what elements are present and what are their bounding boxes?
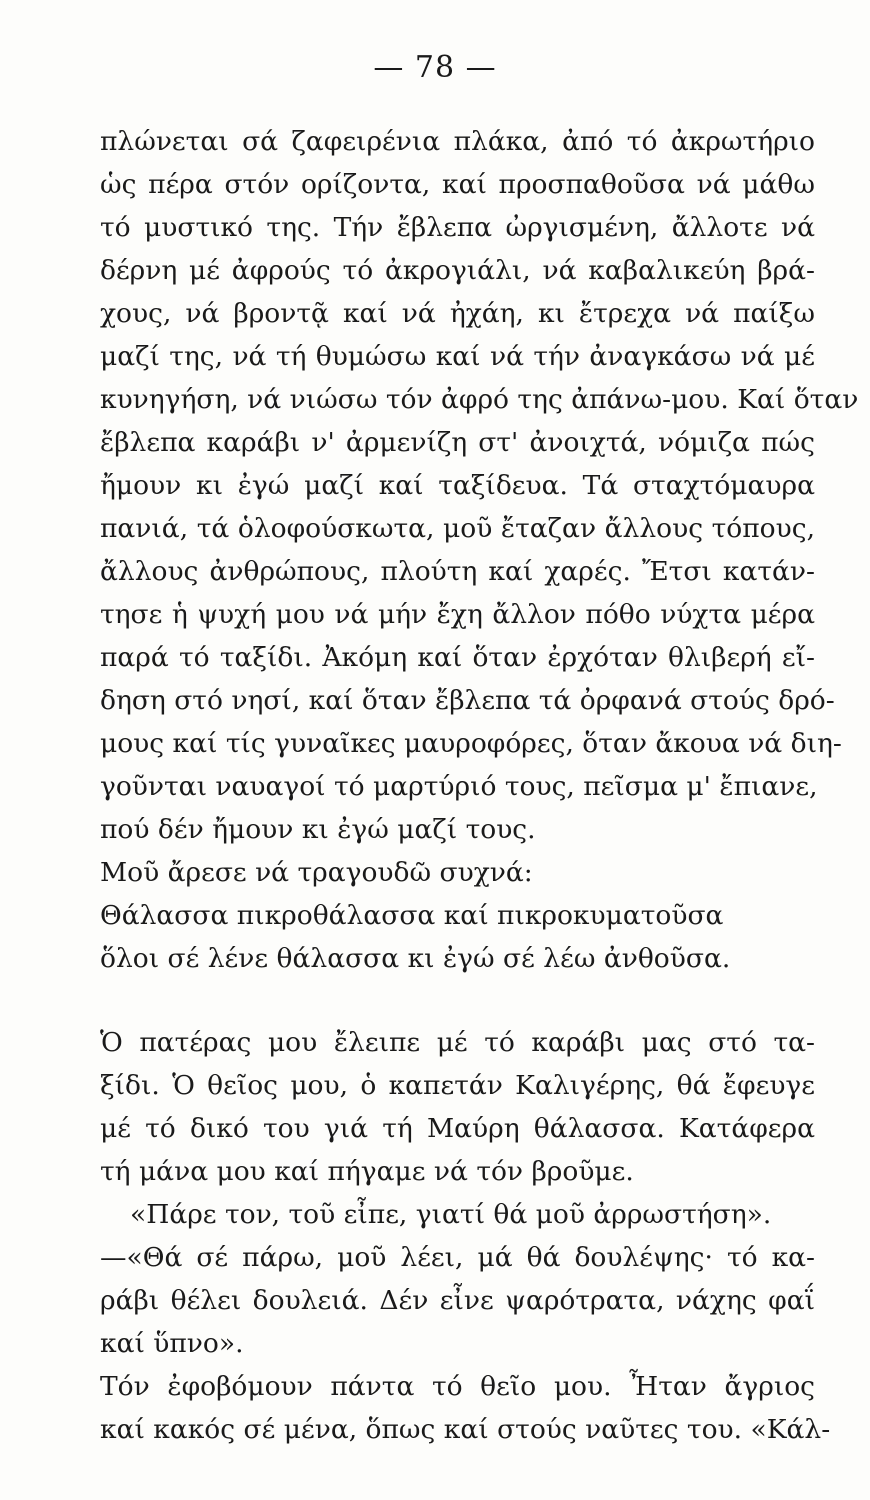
verse-line: Θάλασσα πικροθάλασσα καί πικροκυματοῦσα [100, 900, 724, 931]
text-line: Τόν ἐφοβόμουν πάντα τό θεῖο μου. Ἦταν ἄγριος [100, 1371, 815, 1402]
text-line: Μοῦ ἄρεσε νά τραγουδῶ συχνά: [100, 857, 533, 888]
text-line: γοῦνται ναυαγοί τό μαρτύριό τους, πεῖσμα μ' ἔπιανε, [100, 771, 818, 802]
page-number: — 78 — [373, 50, 497, 85]
text-line: Ὁ πατέρας μου ἔλειπε μέ τό καράβι μας στό τα- [100, 1027, 815, 1058]
text-line: —«Θά σέ πάρω, μοῦ λέει, μά θά δουλέψης· τό κα- [100, 1242, 815, 1273]
text-line: πλώνεται σά ζαφειρένια πλάκα, ἀπό τό ἀκρωτήριο [100, 126, 815, 157]
verse-line: ὅλοι σέ λένε θάλασσα κι ἐγώ σέ λέω ἀνθοῦσα. [100, 943, 731, 974]
text-line: τό μυστικό της. Τήν ἔβλεπα ὠργισμένη, ἄλλοτε νά [100, 212, 815, 243]
text-line: κυνηγήση, νά νιώσω τόν ἀφρό της ἀπάνω-μου. Καί ὅταν [100, 384, 859, 415]
text-line: ὡς πέρα στόν ορίζοντα, καί προσπαθοῦσα νά μάθω [100, 169, 815, 200]
text-line: πανιά, τά ὁλοφούσκωτα, μοῦ ἔταζαν ἄλλους τόπους, [100, 513, 815, 544]
text-line: καί κακός σέ μένα, ὅπως καί στούς ναῦτες του. «Κάλ- [100, 1414, 831, 1445]
text-line: μους καί τίς γυναῖκες μαυροφόρες, ὅταν ἄκουα νά διη- [100, 728, 842, 759]
text-line: πού δέν ἤμουν κι ἐγώ μαζί τους. [100, 814, 536, 845]
text-line: μέ τό δικό του γιά τή Μαύρη θάλασσα. Κατάφερα [100, 1113, 815, 1144]
text-line: δηση στό νησί, καί ὅταν ἔβλεπα τά ὀρφανά στούς δρό- [100, 685, 835, 716]
text-line: δέρνη μέ ἀφρούς τό ἀκρογιάλι, νά καβαλικεύη βρά- [100, 255, 815, 286]
text-line: τησε ἡ ψυχή μου νά μήν ἔχη ἄλλον πόθο νύχτα μέρα [100, 599, 815, 630]
text-line: ἔβλεπα καράβι ν' ἀρμενίζη στ' ἀνοιχτά, νόμιζα πώς [100, 427, 815, 458]
text-line: παρά τό ταξίδι. Ἀκόμη καί ὅταν ἐρχόταν θλιβερή εἴ- [100, 642, 815, 673]
text-line: ράβι θέλει δουλειά. Δέν εἶνε ψαρότρατα, νάχης φαΐ [100, 1285, 815, 1316]
text-line: χους, νά βροντᾷ καί νά ἠχάη, κι ἔτρεχα νά παίξω [100, 298, 815, 329]
text-line: «Πάρε τον, τοῦ εἶπε, γιατί θά μοῦ ἀρρωστήση». [130, 1199, 772, 1230]
text-line: ξίδι. Ὁ θεῖος μου, ὁ καπετάν Καλιγέρης, θά ἔφευγε [100, 1070, 815, 1101]
text-line: τή μάνα μου καί πήγαμε νά τόν βροῦμε. [100, 1156, 634, 1187]
text-line: ἄλλους ἀνθρώπους, πλούτη καί χαρές. Ἔτσι κατάν- [100, 556, 815, 587]
text-line: καί ὕπνο». [100, 1328, 244, 1359]
text-line: ἤμουν κι ἐγώ μαζί καί ταξίδευα. Τά σταχτόμαυρα [100, 470, 815, 501]
text-line: μαζί της, νά τή θυμώσω καί νά τήν ἀναγκάσω νά μέ [100, 341, 815, 372]
